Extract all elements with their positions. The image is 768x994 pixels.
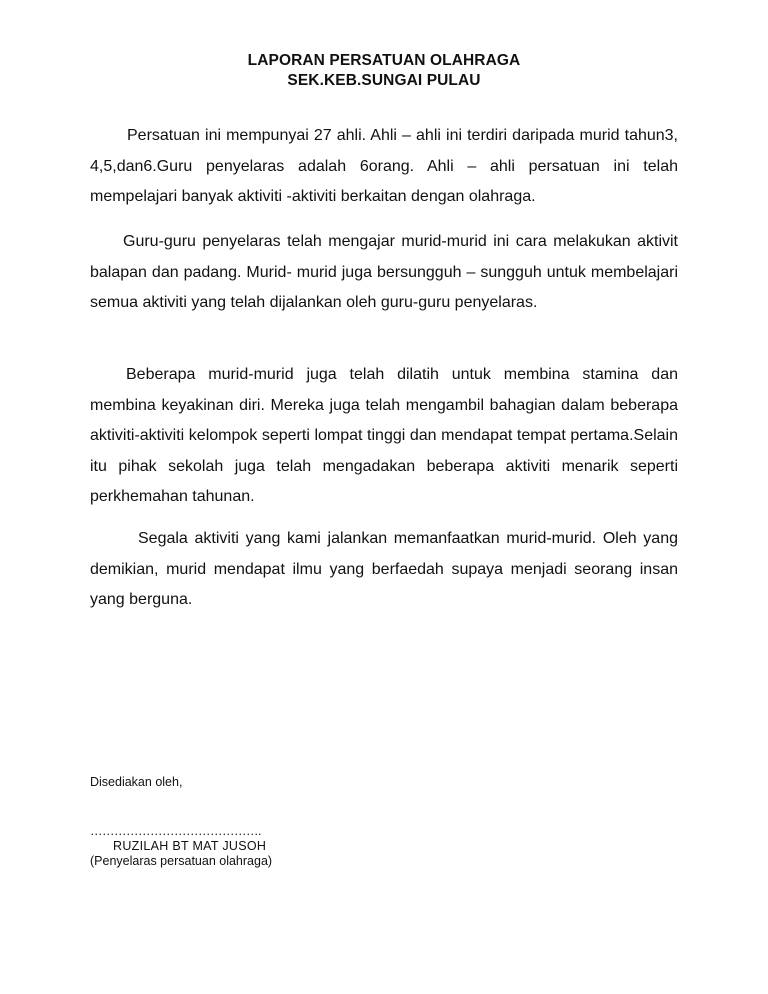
paragraph-2: Guru-guru penyelaras telah mengajar murid-murid ini cara melakukan aktivit balapan dan padang. Murid- murid juga bersungguh – sungguh untuk membelajari semua aktiviti yang telah dijalankan oleh guru-guru penyelaras. [90,233,678,311]
signer-role: (Penyelaras persatuan olahraga) [90,854,273,868]
signer-name: RUZILAH BT MAT JUSOH [113,839,267,853]
signature-line: ……………………………………. [90,824,261,838]
prepared-by-label: Disediakan oleh, [90,775,183,789]
paragraph-4: Segala aktiviti yang kami jalankan memanfaatkan murid-murid. Oleh yang demikian, murid mendapat ilmu yang berfaedah supaya menjadi seorang insan yang berguna. [90,530,678,608]
report-title: LAPORAN PERSATUAN OLAHRAGA [247,52,521,69]
paragraph-1: Persatuan ini mempunyai 27 ahli. Ahli – ahli ini terdiri daripada murid tahun3, 4,5,dan6.Guru penyelaras adalah 6orang. Ahli – ahli persatuan ini telah mempelajari banyak aktiviti -aktiviti berkaitan dengan olahraga. [90,127,678,205]
school-name: SEK.KEB.SUNGAI PULAU [287,72,481,89]
paragraph-3: Beberapa murid-murid juga telah dilatih untuk membina stamina dan membina keyakinan diri. Mereka juga telah mengambil bahagian dalam beberapa aktiviti-aktiviti kelompok seperti lompat tinggi dan mendapat tempat pertama.Selain itu pihak sekolah juga telah mengadakan beberapa aktiviti menarik seperti perkhemahan tahunan. [90,366,678,505]
